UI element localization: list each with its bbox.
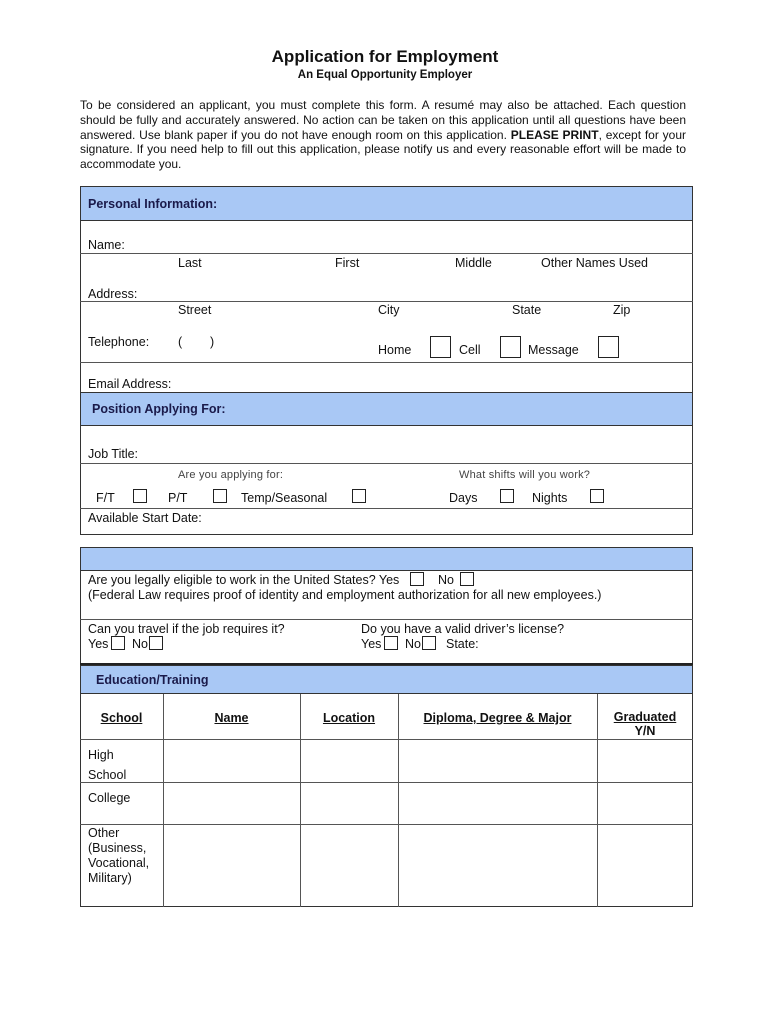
start-date-label: Available Start Date: — [88, 511, 202, 525]
education-heading: Education/Training — [96, 672, 209, 687]
edu-row-divider — [80, 739, 693, 740]
position-heading: Position Applying For: — [92, 402, 226, 416]
job-title-line[interactable] — [80, 463, 693, 464]
ft-label: F/T — [96, 491, 115, 505]
travel-no-label: No — [132, 637, 148, 651]
area-code-field[interactable]: ( ) — [178, 335, 215, 349]
eligibility-yes-checkbox[interactable] — [410, 572, 424, 586]
phone-message-checkbox[interactable] — [598, 336, 619, 358]
telephone-label: Telephone: — [88, 335, 150, 349]
travel-question: Can you travel if the job requires it? — [88, 622, 285, 636]
name-last-label: Last — [178, 256, 202, 270]
address-label: Address: — [88, 287, 138, 301]
row-college: College — [88, 791, 131, 805]
eligibility-no-checkbox[interactable] — [460, 572, 474, 586]
personal-position-section — [80, 186, 693, 535]
personal-info-heading: Personal Information: — [88, 196, 218, 211]
travel-no-checkbox[interactable] — [149, 636, 163, 650]
travel-yes-label: Yes — [88, 637, 109, 651]
name-first-label: First — [335, 256, 360, 270]
eligibility-question: Are you legally eligible to work in the United States? Yes — [88, 573, 400, 587]
edu-col-divider — [163, 694, 164, 907]
phone-home-label: Home — [378, 343, 412, 357]
phone-cell-checkbox[interactable] — [500, 336, 521, 358]
license-yes-checkbox[interactable] — [384, 636, 398, 650]
personal-info-header — [80, 186, 693, 221]
row-high-school: High School — [88, 748, 127, 782]
pt-label: P/T — [168, 491, 188, 505]
name-middle-label: Middle — [455, 256, 492, 270]
col-school: School — [100, 711, 143, 725]
col-diploma: Diploma, Degree & Major — [423, 711, 572, 725]
address-state-label: State — [512, 303, 542, 317]
nights-checkbox[interactable] — [590, 489, 604, 503]
license-no-label: No — [405, 637, 421, 651]
license-yes-label: Yes — [361, 637, 382, 651]
col-graduated: Graduated — [613, 710, 677, 724]
page-subtitle: An Equal Opportunity Employer — [297, 69, 473, 81]
page-title: Application for Employment — [271, 47, 499, 66]
position-header — [80, 392, 693, 426]
email-label: Email Address: — [88, 377, 172, 391]
address-city-label: City — [378, 303, 400, 317]
name-other-label: Other Names Used — [541, 256, 648, 270]
eligibility-no-label: No — [438, 573, 454, 587]
days-checkbox[interactable] — [500, 489, 514, 503]
edu-col-divider — [300, 694, 301, 907]
job-title-label: Job Title: — [88, 447, 139, 461]
address-zip-label: Zip — [613, 303, 631, 317]
travel-yes-checkbox[interactable] — [111, 636, 125, 650]
eligibility-note: (Federal Law requires proof of identity and employment authorization for all new employees.) — [88, 588, 602, 602]
name-line[interactable] — [80, 253, 693, 254]
license-question: Do you have a valid driver’s license? — [361, 622, 565, 636]
shifts-prompt: What shifts will you work? — [459, 469, 591, 481]
intro-paragraph: To be considered an applicant, you must complete this form. A resumé may also be attached. Each question should be fully and accurately answered. No action can be taken on this application until all questions have been answered. Use blank paper if you do not have enough room on this application. PLEASE PRINT, except for your signature. If you need help to fill out this application, please notify us and every reasonable effort will be made to accommodate you. — [80, 98, 686, 172]
nights-label: Nights — [532, 491, 568, 505]
license-state-label: State: — [446, 637, 479, 651]
ft-checkbox[interactable] — [133, 489, 147, 503]
eligibility-header-bar — [80, 547, 693, 571]
col-graduated-yn: Y/N — [634, 724, 656, 738]
col-location: Location — [322, 711, 376, 725]
temp-label: Temp/Seasonal — [241, 491, 328, 505]
address-street-label: Street — [178, 303, 212, 317]
phone-message-label: Message — [528, 343, 579, 357]
edu-row-divider — [80, 782, 693, 783]
edu-row-divider — [80, 824, 693, 825]
applying-for-prompt: Are you applying for: — [178, 469, 284, 481]
types-line — [80, 508, 693, 509]
temp-checkbox[interactable] — [352, 489, 366, 503]
telephone-line — [80, 362, 693, 363]
eligibility-line — [80, 619, 693, 620]
col-name: Name — [214, 711, 249, 725]
days-label: Days — [449, 491, 478, 505]
row-other: Other (Business, Vocational, Military) — [88, 826, 150, 885]
edu-col-divider — [398, 694, 399, 907]
education-header — [80, 665, 693, 694]
name-label: Name: — [88, 238, 125, 252]
phone-cell-label: Cell — [459, 343, 481, 357]
pt-checkbox[interactable] — [213, 489, 227, 503]
address-line[interactable] — [80, 301, 693, 302]
license-no-checkbox[interactable] — [422, 636, 436, 650]
phone-home-checkbox[interactable] — [430, 336, 451, 358]
